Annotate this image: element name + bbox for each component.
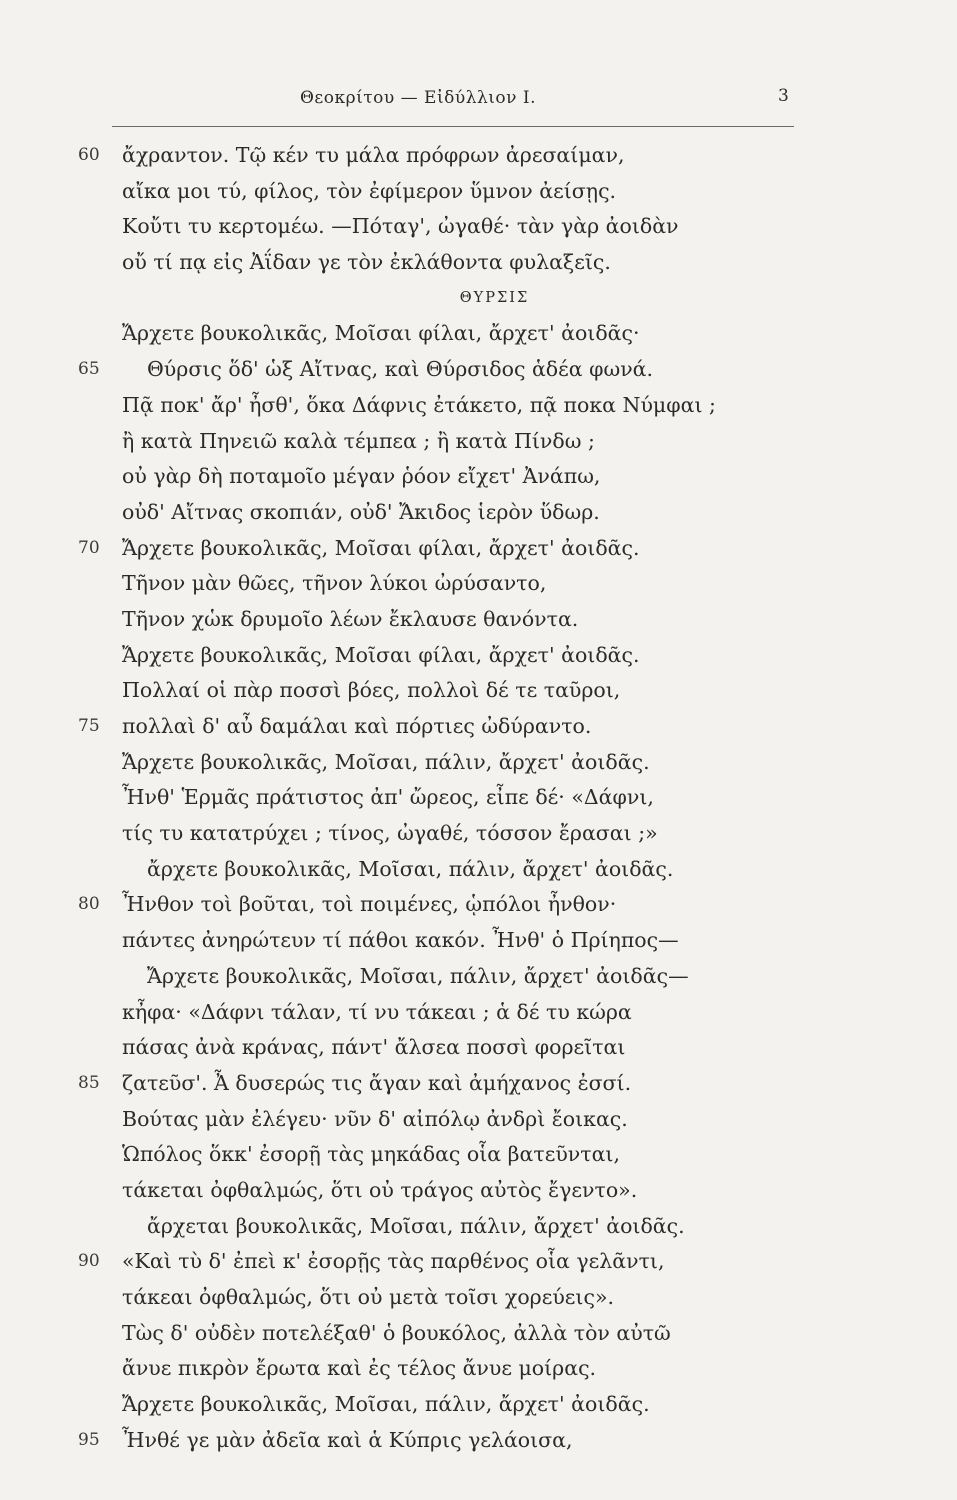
verse-line: [0, 1209, 957, 1245]
verse-line: [0, 709, 957, 745]
verse-text: Πολλαί οἱ πὰρ ποσσὶ βόες, πολλοὶ δέ τε ταῦροι,: [122, 678, 621, 703]
verse-text: Κοὔτι τυ κερτομέω. —Πόταγ', ὠγαθέ· τὰν γὰρ ἀοιδὰν: [122, 214, 679, 239]
verse-text: «Καὶ τὺ δ' ἐπεὶ κ' ἐσορῇς τὰς παρθένος οἷα γελᾶντι,: [122, 1249, 665, 1274]
page-number: 3: [778, 86, 789, 106]
speaker-name: ΘΥΡΣΙΣ: [459, 289, 530, 306]
verse-line: [0, 1173, 957, 1209]
line-number: 95: [78, 1429, 100, 1450]
line-number: 60: [78, 145, 100, 165]
verse-text: ἄνυε πικρὸν ἔρωτα καὶ ἐς τέλος ἄνυε μοίρας.: [122, 1356, 597, 1381]
verse-text: Βούτας μὰν ἐλέγευ· νῦν δ' αἰπόλῳ ἀνδρὶ ἔοικας.: [122, 1106, 628, 1131]
verse-text: ἄχραντον. Τῷ κέν τυ μάλα πρόφρων ἀρεσαίμαν,: [122, 143, 625, 167]
verse-text: Ἄρχετε βουκολικᾶς, Μοῖσαι, πάλιν, ἄρχετ' ἀοιδᾶς—: [147, 963, 689, 988]
verse-text: τίς τυ κατατρύχει ; τίνος, ὠγαθέ, τόσσον ἔρασαι ;»: [122, 821, 658, 846]
verse-line: [0, 138, 957, 174]
verse-text: τάκεαι ὀφθαλμώς, ὅτι οὐ μετὰ τοῖσι χορεύεις».: [122, 1285, 615, 1309]
verse-line: [0, 745, 957, 781]
line-number: 90: [78, 1251, 100, 1272]
verse-line: [0, 959, 957, 995]
verse-text: οὔ τί πᾳ εἰς Ἀΐδαν γε τὸν ἐκλάθοντα φυλαξεῖς.: [122, 250, 611, 275]
verse-line: [0, 1244, 957, 1280]
verse-text: ἄρχεται βουκολικᾶς, Μοῖσαι, πάλιν, ἄρχετ' ἀοιδᾶς.: [147, 1213, 685, 1238]
verse-line: [0, 245, 957, 281]
verse-line: [0, 1351, 957, 1387]
verse-line: [0, 495, 957, 531]
verse-line: [0, 424, 957, 460]
verse-line: [0, 673, 957, 709]
verse-line: [0, 531, 957, 567]
verse-text: οὐ γὰρ δὴ ποταμοῖο μέγαν ῥόον εἴχετ' Ἀνάπω,: [122, 464, 601, 489]
verse-text: Τὼς δ' οὐδὲν ποτελέξαθ' ὁ βουκόλος, ἀλλὰ τὸν αὐτῶ: [122, 1320, 671, 1345]
verse-line: [0, 1387, 957, 1423]
verse-text: Ὡπόλος ὅκκ' ἐσορῇ τὰς μηκάδας οἷα βατεῦνται,: [122, 1142, 620, 1167]
verse-line: [0, 316, 957, 352]
verse-line: [0, 1030, 957, 1066]
verse-text: ζατεῦσ'. Ἆ δυσερώς τις ἄγαν καὶ ἀμήχανος ἐσσί.: [122, 1070, 632, 1095]
verse-line: [0, 352, 957, 388]
line-number: 80: [78, 894, 100, 915]
verse-line: [0, 923, 957, 959]
verse-text: Ἦνθέ γε μὰν ἀδεῖα καὶ ἁ Κύπρις γελάοισα,: [122, 1427, 573, 1452]
speaker-heading: [0, 281, 957, 317]
verse-text: κἦφα· «Δάφνι τάλαν, τί νυ τάκεαι ; ἁ δέ τυ κώρα: [122, 999, 632, 1024]
verse-line: [0, 1423, 957, 1459]
running-title: Θεοκρίτου — Εἰδύλλιον Ι.: [300, 88, 536, 108]
verse-text: Ἄρχετε βουκολικᾶς, Μοῖσαι φίλαι, ἄρχετ' ἀοιδᾶς.: [122, 642, 640, 667]
verse-line: [0, 780, 957, 816]
verse-line: [0, 388, 957, 424]
verse-line: [0, 995, 957, 1031]
verse-line: [0, 1280, 957, 1316]
verse-line: [0, 1066, 957, 1102]
verse-text: Ἄρχετε βουκολικᾶς, Μοῖσαι φίλαι, ἄρχετ' ἀοιδᾶς.: [122, 535, 640, 560]
verse-text: Τῆνον χὡκ δρυμοῖο λέων ἔκλαυσε θανόντα.: [122, 606, 579, 631]
verse-text: Πᾷ ποκ' ἄρ' ἦσθ', ὅκα Δάφνις ἐτάκετο, πᾷ ποκα Νύμφαι ;: [122, 392, 716, 417]
verse-text: Θύρσις ὅδ' ὡξ Αἴτνας, καὶ Θύρσιδος ἁδέα φωνά.: [147, 357, 654, 382]
verse-text: ἢ κατὰ Πηνειῶ καλὰ τέμπεα ; ἢ κατὰ Πίνδω ;: [122, 428, 595, 453]
verse-text: Ἦνθ' Ἑρμᾶς πράτιστος ἀπ' ὤρεος, εἶπε δέ· «Δάφνι,: [122, 785, 654, 810]
verse-text: πολλαὶ δ' αὖ δαμάλαι καὶ πόρτιες ὠδύραντο.: [122, 714, 592, 738]
verse-text: Ἄρχετε βουκολικᾶς, Μοῖσαι, πάλιν, ἄρχετ' ἀοιδᾶς.: [122, 749, 650, 774]
verse-line: [0, 1102, 957, 1138]
verse-line: [0, 1137, 957, 1173]
verse-line: [0, 852, 957, 888]
verse-line: [0, 602, 957, 638]
verse-text: αἴκα μοι τύ, φίλος, τὸν ἐφίμερον ὕμνον ἀείσῃς.: [122, 178, 617, 203]
verse-line: [0, 1316, 957, 1352]
verse-line: [0, 638, 957, 674]
verse-text: πάντες ἀνηρώτευν τί πάθοι κακόν. Ἦνθ' ὁ Πρίηπος—: [122, 928, 679, 953]
verse-text: ἄρχετε βουκολικᾶς, Μοῖσαι, πάλιν, ἄρχετ' ἀοιδᾶς.: [147, 856, 674, 881]
verse-line: [0, 566, 957, 602]
line-number: 85: [78, 1072, 100, 1093]
verse-line: [0, 887, 957, 923]
verse-text: Ἄρχετε βουκολικᾶς, Μοῖσαι, πάλιν, ἄρχετ' ἀοιδᾶς.: [122, 1392, 650, 1417]
line-number: 75: [78, 716, 100, 736]
verse-text: πάσας ἀνὰ κράνας, πάντ' ἄλσεα ποσσὶ φορεῖται: [122, 1035, 626, 1060]
verse-text: τάκεται ὀφθαλμώς, ὅτι οὐ τράγος αὐτὸς ἔγεντο».: [122, 1177, 638, 1202]
line-number: 65: [78, 359, 100, 380]
verse-text: Ἦνθον τοὶ βοῦται, τοὶ ποιμένες, ᾡπόλοι ἦνθον·: [122, 892, 617, 917]
verse-line: [0, 459, 957, 495]
verse-line: [0, 209, 957, 245]
header-rule: [112, 126, 794, 127]
verse-line: [0, 174, 957, 210]
verse-block: [0, 138, 957, 1458]
verse-text: οὐδ' Αἴτνας σκοπιάν, οὐδ' Ἄκιδος ἱερὸν ὕδωρ.: [122, 499, 600, 524]
verse-text: Ἄρχετε βουκολικᾶς, Μοῖσαι φίλαι, ἄρχετ' ἀοιδᾶς·: [122, 321, 640, 346]
verse-text: Τῆνον μὰν θῶες, τῆνον λύκοι ὠρύσαντο,: [122, 571, 547, 596]
line-number: 70: [78, 537, 100, 558]
verse-line: [0, 816, 957, 852]
